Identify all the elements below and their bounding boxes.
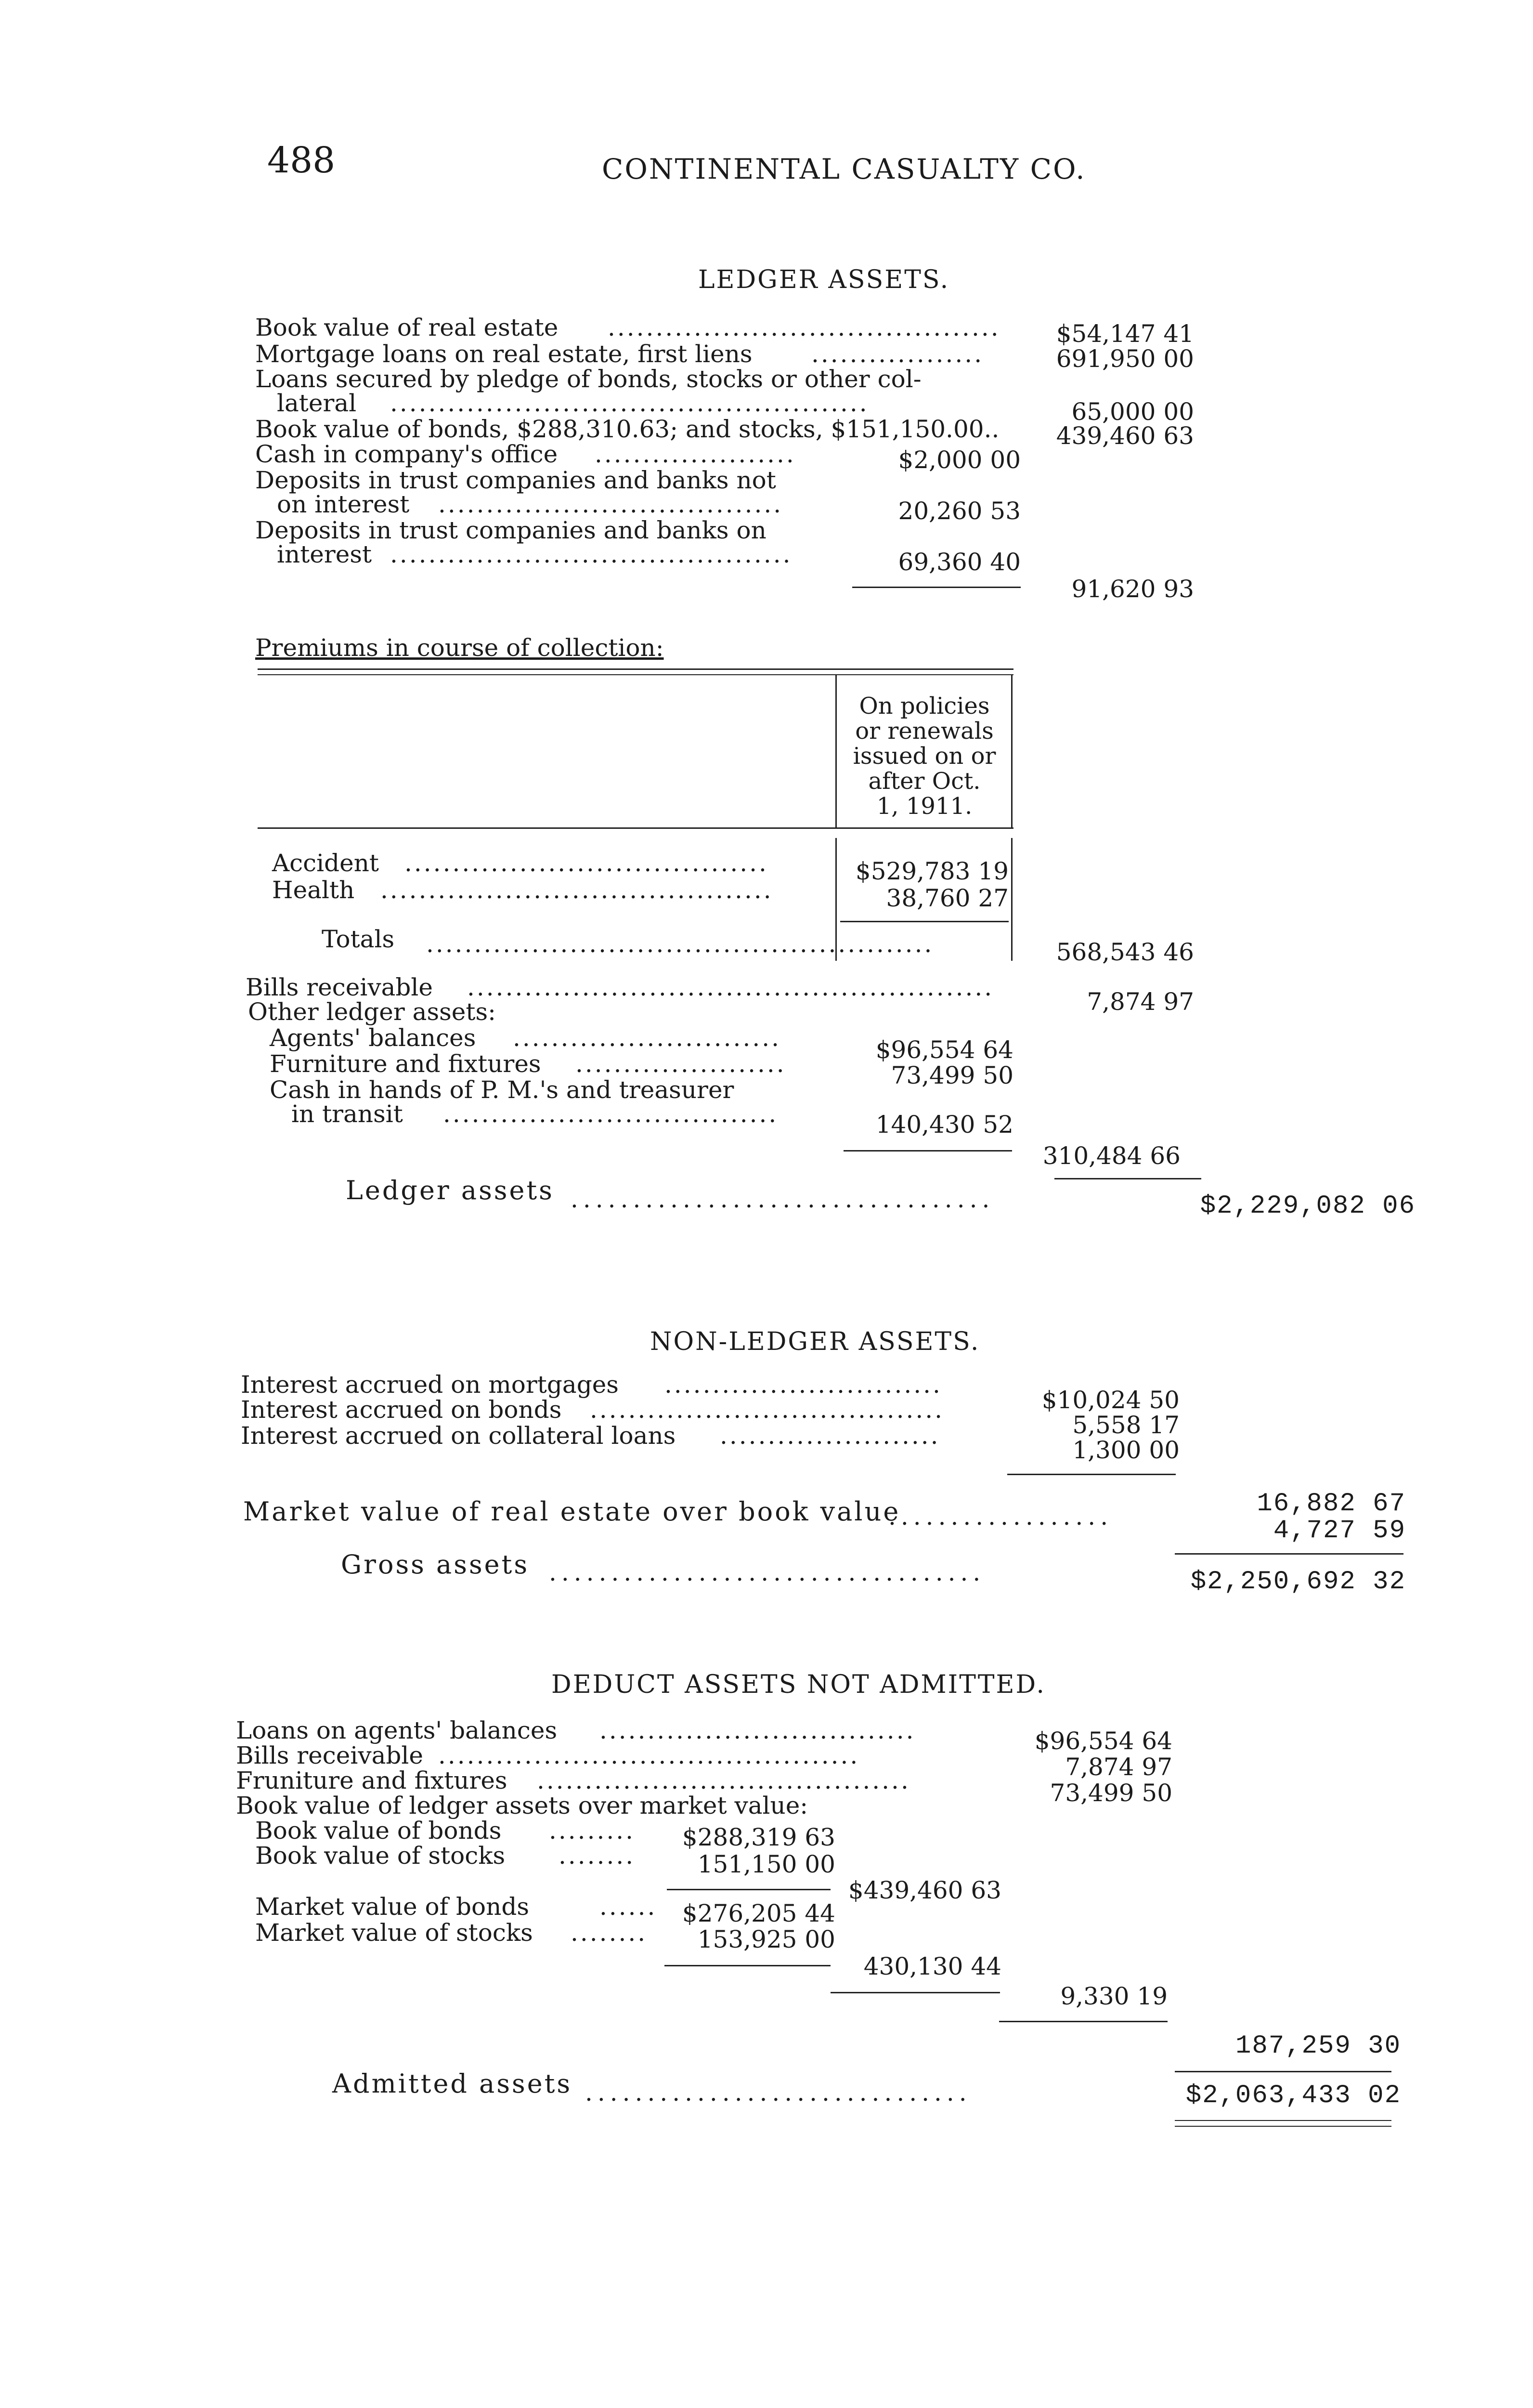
cash-office-amount: $2,000 00 <box>898 446 1021 474</box>
bills-receivable-label: Bills receivable <box>246 973 433 1001</box>
column-header-line-1: On policies <box>859 693 990 720</box>
column-header-line-3: issued on or <box>853 743 996 770</box>
market-value-label: Market value of real estate over book value <box>243 1496 901 1527</box>
cash-pm-label-2: in transit <box>291 1100 403 1128</box>
collateral-amount: 65,000 00 <box>1071 398 1194 426</box>
interest-mortgages-amount: $10,024 50 <box>1041 1386 1180 1414</box>
table-header-rule <box>258 827 1013 829</box>
table-column-rule <box>1011 674 1013 828</box>
deduct-furniture-label: Fruniture and fixtures <box>236 1767 507 1794</box>
leader-dots: ......... <box>549 1817 636 1845</box>
market-stocks-amount: 153,925 00 <box>697 1925 835 1953</box>
deduct-furniture-amount: 73,499 50 <box>1050 1779 1172 1807</box>
collateral-label-1: Loans secured by pledge of bonds, stocks or other col- <box>255 365 922 393</box>
page-number: 488 <box>267 140 336 181</box>
subtotal-rule <box>840 921 1009 922</box>
interest-collateral-label: Interest accrued on collateral loans <box>241 1422 676 1450</box>
subtotal-rule <box>1007 1474 1176 1475</box>
deposits-interest-amount: 69,360 40 <box>898 548 1021 576</box>
cash-pm-amount: 140,430 52 <box>875 1111 1013 1139</box>
deduct-title: DEDUCT ASSETS NOT ADMITTED. <box>551 1670 1046 1699</box>
ledger-assets-label: Ledger assets <box>346 1175 554 1205</box>
deduct-bills-label: Bills receivable <box>236 1741 423 1769</box>
real-estate-amount: $54,147 41 <box>1056 320 1194 348</box>
leader-dots: ............................ <box>513 1024 781 1052</box>
table-top-rule <box>258 674 1013 675</box>
leader-dots: .................................. <box>571 1185 995 1213</box>
ledger-assets-amount: $2,229,082 06 <box>1200 1191 1416 1221</box>
other-total-amount: 310,484 66 <box>1042 1142 1181 1170</box>
leader-dots: ............................. <box>664 1371 942 1399</box>
subtotal-rule <box>831 1992 1000 1993</box>
gross-assets-label: Gross assets <box>341 1549 530 1580</box>
other-ledger-heading: Other ledger assets: <box>248 998 496 1026</box>
deduct-bills-amount: 7,874 97 <box>1065 1753 1172 1781</box>
deposits-interest-label-1: Deposits in trust companies and banks on <box>255 516 766 544</box>
leader-dots: ........ <box>571 1919 648 1947</box>
leader-dots: ........ <box>559 1842 636 1870</box>
furniture-amount: 73,499 50 <box>891 1061 1013 1089</box>
leader-dots: ......................................... <box>380 876 773 904</box>
market-value-amount: 4,727 59 <box>1273 1516 1406 1545</box>
accident-amount: $529,783 19 <box>855 857 1009 885</box>
market-total-amount: 430,130 44 <box>863 1952 1001 1980</box>
market-bonds-label: Market value of bonds <box>255 1893 529 1921</box>
subtotal-rule <box>852 587 1021 588</box>
ledger-assets-title: LEDGER ASSETS. <box>698 265 950 294</box>
subtotal-rule <box>664 1965 831 1966</box>
book-bonds-label: Book value of bonds <box>255 1817 502 1845</box>
loans-agents-label: Loans on agents' balances <box>236 1716 558 1744</box>
cash-total-amount: 91,620 93 <box>1071 575 1194 603</box>
total-rule <box>1054 1178 1201 1179</box>
leader-dots: ............................... <box>585 2079 972 2107</box>
subtotal-rule <box>999 2021 1168 2022</box>
leader-dots: ....................................................... <box>467 973 994 1001</box>
premiums-heading: Premiums in course of collection: <box>255 634 664 662</box>
interest-bonds-amount: 5,558 17 <box>1072 1411 1180 1439</box>
bills-receivable-amount: 7,874 97 <box>1087 988 1194 1016</box>
leader-dots: ......................................... <box>608 314 1000 341</box>
agents-balances-amount: $96,554 64 <box>875 1036 1013 1064</box>
admitted-assets-amount: $2,063,433 02 <box>1185 2081 1401 2110</box>
deposits-not-interest-label-2: on interest <box>277 490 410 518</box>
leader-dots: ....................................... <box>537 1767 910 1794</box>
book-stocks-amount: 151,150 00 <box>697 1850 835 1878</box>
accident-label: Accident <box>272 849 379 877</box>
leader-dots: ................................... <box>443 1100 779 1128</box>
bonds-stocks-amount: 439,460 63 <box>1056 422 1194 450</box>
double-rule <box>1175 2126 1391 2127</box>
difference-amount: 9,330 19 <box>1060 1982 1168 2010</box>
non-ledger-title: NON-LEDGER ASSETS. <box>650 1327 980 1356</box>
interest-collateral-amount: 1,300 00 <box>1072 1436 1180 1464</box>
mortgage-amount: 691,950 00 <box>1056 345 1194 373</box>
loans-agents-amount: $96,554 64 <box>1034 1727 1172 1755</box>
total-deducted-amount: 187,259 30 <box>1235 2031 1401 2061</box>
total-rule <box>1175 1553 1403 1555</box>
bonds-stocks-label: Book value of bonds, $288,310.63; and stocks, $151,150.00.. <box>255 415 1000 443</box>
over-market-heading: Book value of ledger assets over market value: <box>236 1792 808 1819</box>
book-total-amount: $439,460 63 <box>848 1876 1001 1904</box>
market-stocks-label: Market value of stocks <box>255 1919 533 1947</box>
leader-dots: ................................... <box>549 1558 986 1586</box>
totals-label: Totals <box>322 925 395 953</box>
interest-bonds-label: Interest accrued on bonds <box>241 1396 562 1424</box>
leader-dots: ................................. <box>599 1716 916 1744</box>
leader-dots: .................................................. <box>390 389 869 417</box>
collateral-label-2: lateral <box>277 389 357 417</box>
interest-mortgages-label: Interest accrued on mortgages <box>241 1371 619 1399</box>
leader-dots: .................. <box>811 340 984 368</box>
subtotal-rule <box>667 1889 831 1890</box>
admitted-assets-label: Admitted assets <box>332 2068 572 2099</box>
total-rule <box>1175 2071 1391 2072</box>
agents-balances-label: Agents' balances <box>270 1024 476 1052</box>
table-column-rule <box>835 674 837 828</box>
deposits-interest-label-2: interest <box>277 540 372 568</box>
market-bonds-amount: $276,205 44 <box>682 1899 835 1927</box>
leader-dots: ..................... <box>595 440 796 468</box>
leader-dots: .......................................... <box>390 540 792 568</box>
subtotal-rule <box>844 1150 1012 1152</box>
health-amount: 38,760 27 <box>886 884 1009 912</box>
leader-dots: ...................... <box>575 1050 786 1078</box>
column-header-line-5: 1, 1911. <box>876 793 973 820</box>
leader-dots: .................. <box>888 1503 1113 1531</box>
cash-office-label: Cash in company's office <box>255 440 558 468</box>
leader-dots: ...... <box>599 1893 657 1921</box>
real-estate-label: Book value of real estate <box>255 314 559 341</box>
running-title: CONTINENTAL CASUALTY CO. <box>602 153 1086 185</box>
totals-amount: 568,543 46 <box>1056 938 1194 966</box>
health-label: Health <box>272 876 355 904</box>
deposits-not-interest-label-1: Deposits in trust companies and banks not <box>255 466 776 494</box>
table-top-rule <box>258 668 1013 670</box>
mortgage-label: Mortgage loans on real estate, first liens <box>255 340 753 368</box>
leader-dots: ...................................... <box>404 849 768 877</box>
leader-dots: ....................... <box>720 1422 940 1450</box>
interest-total-amount: 16,882 67 <box>1257 1489 1406 1518</box>
book-stocks-label: Book value of stocks <box>255 1842 506 1870</box>
cash-pm-label-1: Cash in hands of P. M.'s and treasurer <box>270 1076 734 1104</box>
leader-dots: .................................... <box>438 490 783 518</box>
book-bonds-amount: $288,319 63 <box>682 1823 835 1851</box>
gross-assets-amount: $2,250,692 32 <box>1190 1567 1406 1597</box>
leader-dots: ............................................ <box>438 1741 860 1769</box>
column-header-line-4: after Oct. <box>868 768 981 795</box>
column-header-line-2: or renewals <box>855 718 994 745</box>
leader-dots: ..................................... <box>590 1396 945 1424</box>
deposits-not-interest-amount: 20,260 53 <box>898 497 1021 525</box>
leader-dots: ..................................................... <box>426 930 934 958</box>
furniture-label: Furniture and fixtures <box>270 1050 541 1078</box>
double-rule <box>1175 2120 1391 2121</box>
